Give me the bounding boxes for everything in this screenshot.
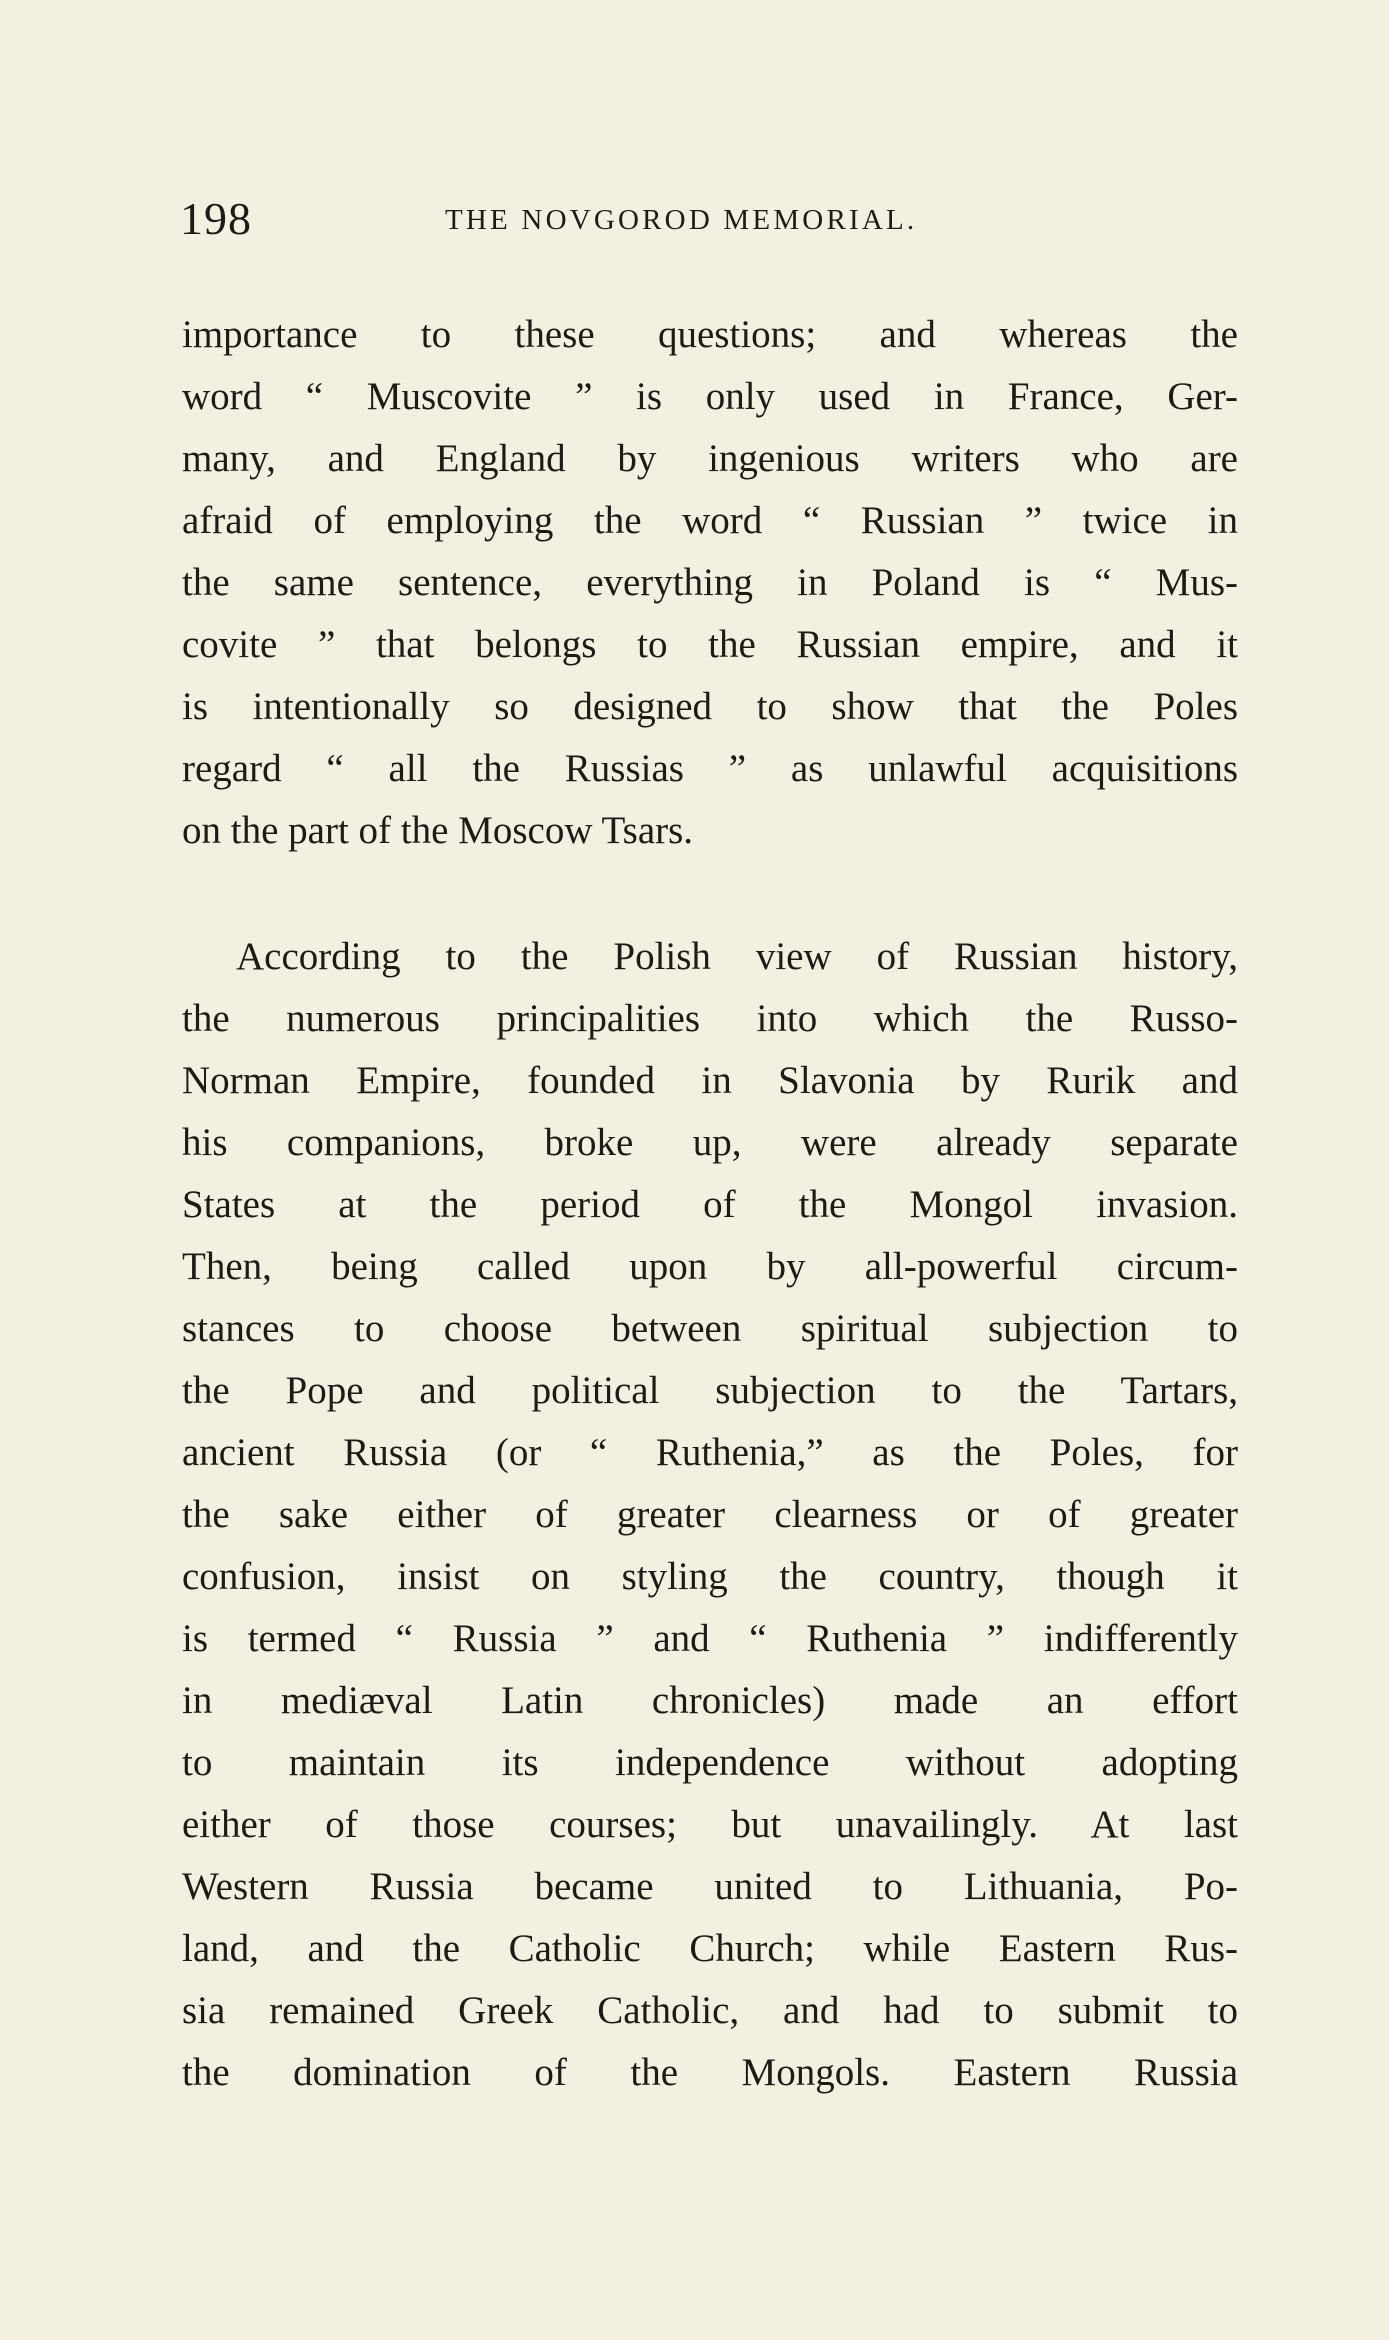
text-line: is intentionally so designed to show that the Poles <box>182 685 1238 728</box>
text-line: word “ Muscovite ” is only used in France, Ger- <box>182 375 1238 418</box>
text-line: sia remained Greek Catholic, and had to submit to <box>182 1989 1238 2032</box>
text-line: the sake either of greater clearness or of greater <box>182 1493 1238 1536</box>
paragraph-gap <box>182 862 1238 926</box>
page-number: 198 <box>180 193 252 244</box>
page-header <box>180 192 1240 252</box>
paragraph-2 <box>182 926 1238 2104</box>
text-line: either of those courses; but unavailingly. At last <box>182 1803 1238 1846</box>
text-line: many, and England by ingenious writers who are <box>182 437 1238 480</box>
text-line: regard “ all the Russias ” as unlawful acquisitions <box>182 747 1238 790</box>
text-line: confusion, insist on styling the country, though it <box>182 1555 1238 1598</box>
text-line: stances to choose between spiritual subjection to <box>182 1307 1238 1350</box>
text-line: covite ” that belongs to the Russian empire, and it <box>182 623 1238 666</box>
text-line: the Pope and political subjection to the Tartars, <box>182 1369 1238 1412</box>
text-line: According to the Polish view of Russian history, <box>236 935 1238 978</box>
running-title: THE NOVGOROD MEMORIAL. <box>445 204 918 236</box>
text-line: States at the period of the Mongol invasion. <box>182 1183 1238 1226</box>
text-line: Western Russia became united to Lithuania, Po- <box>182 1865 1238 1908</box>
text-line: the domination of the Mongols. Eastern Russia <box>182 2051 1238 2094</box>
paragraph-1 <box>182 304 1238 862</box>
text-line: his companions, broke up, were already separate <box>182 1121 1238 1164</box>
text-line: ancient Russia (or “ Ruthenia,” as the Poles, for <box>182 1431 1238 1474</box>
text-line: afraid of employing the word “ Russian ” twice in <box>182 499 1238 542</box>
text-line: Then, being called upon by all-powerful circum- <box>182 1245 1238 1288</box>
body-text <box>182 304 1238 2104</box>
text-line: in mediæval Latin chronicles) made an effort <box>182 1679 1238 1722</box>
text-line: the same sentence, everything in Poland is “ Mus- <box>182 561 1238 604</box>
text-line: to maintain its independence without adopting <box>182 1741 1238 1784</box>
text-line: land, and the Catholic Church; while Eastern Rus- <box>182 1927 1238 1970</box>
text-line: Norman Empire, founded in Slavonia by Rurik and <box>182 1059 1238 1102</box>
text-line: on the part of the Moscow Tsars. <box>182 809 694 852</box>
text-line: the numerous principalities into which the Russo- <box>182 997 1238 1040</box>
text-line: importance to these questions; and whereas the <box>182 313 1238 356</box>
text-line: is termed “ Russia ” and “ Ruthenia ” indifferently <box>182 1617 1238 1660</box>
